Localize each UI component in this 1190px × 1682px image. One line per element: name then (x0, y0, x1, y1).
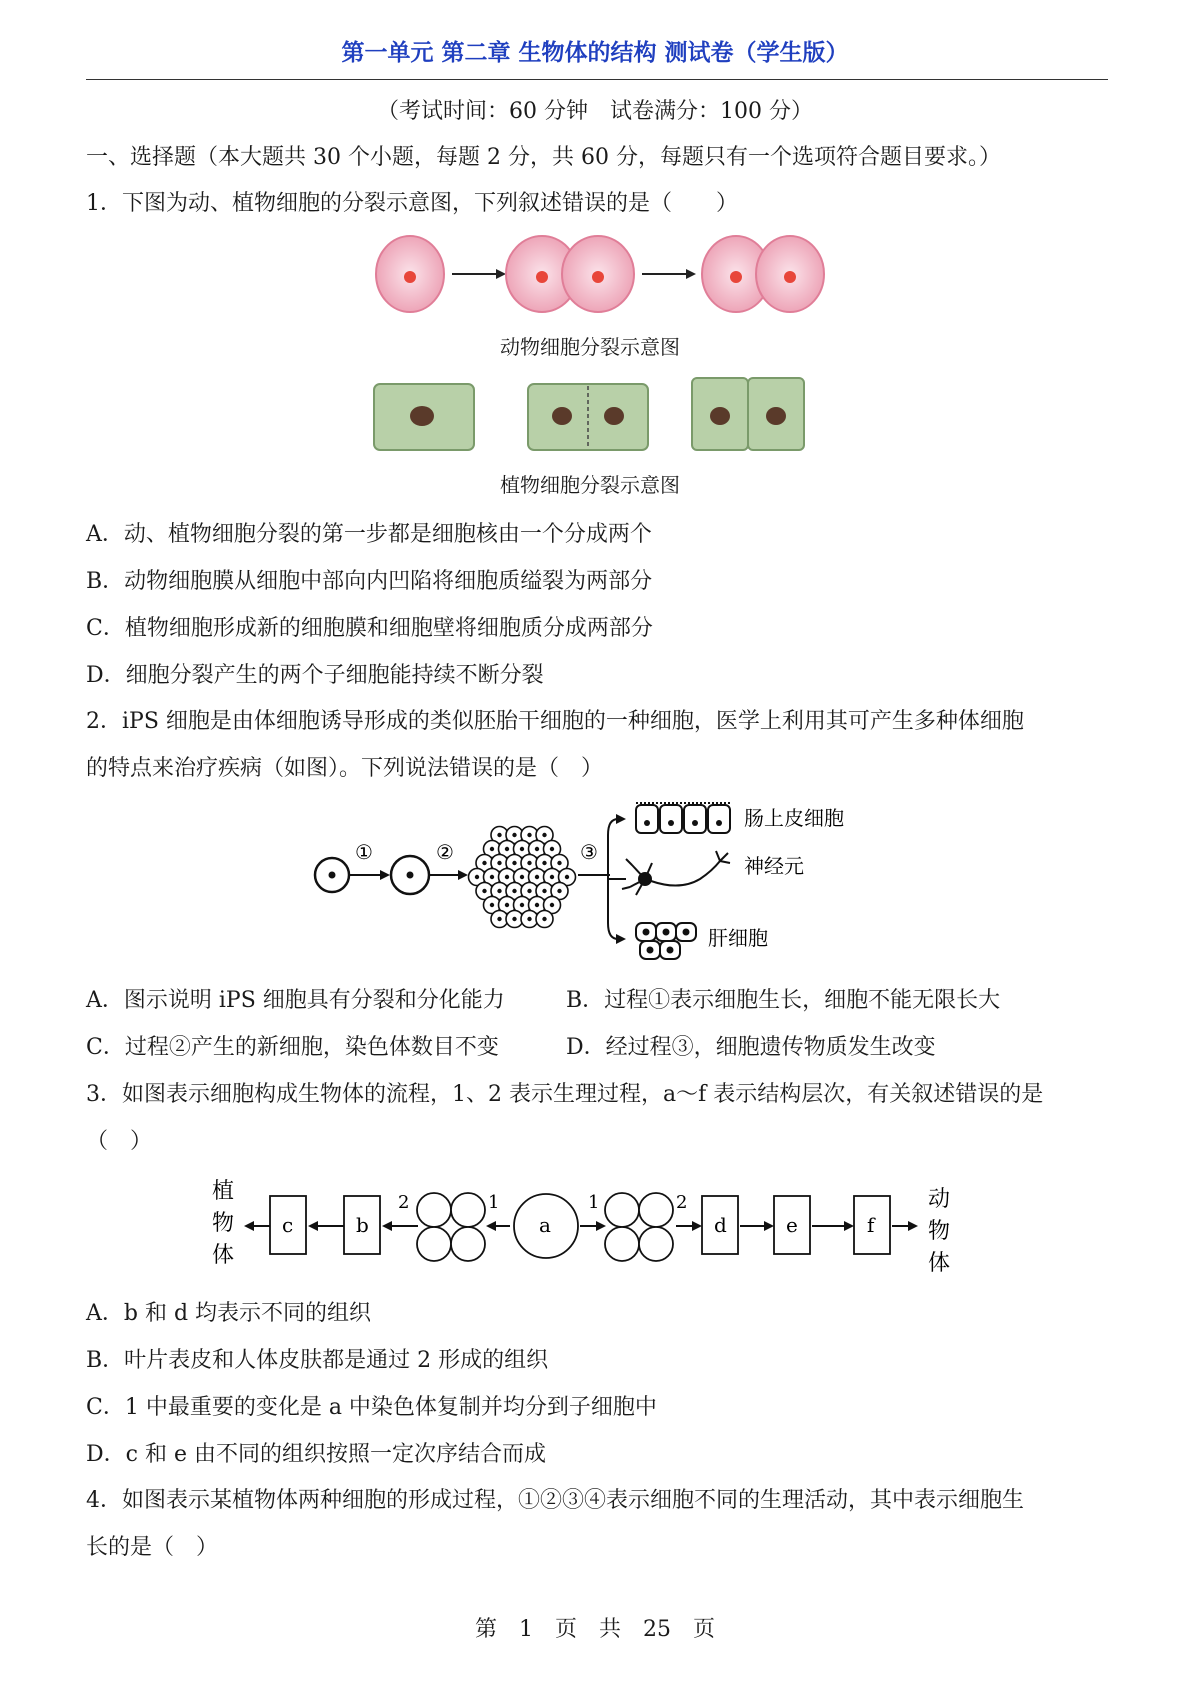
cluster-cell-nucleus (475, 875, 479, 879)
q1-animal-caption: 动物细胞分裂示意图 (500, 335, 680, 359)
label-e: e (786, 1213, 798, 1237)
cluster-cell-nucleus (550, 875, 554, 879)
cluster-cell-nucleus (490, 903, 494, 907)
cluster-cell-nucleus (512, 889, 516, 893)
cluster-cell-nucleus (527, 917, 531, 921)
q1-stem: 1．下图为动、植物细胞的分裂示意图，下列叙述错误的是（ ） (86, 191, 738, 216)
q3-stem-line2: （ ） (86, 1129, 153, 1154)
label-c: c (282, 1213, 294, 1237)
cluster-cell-nucleus (527, 833, 531, 837)
plant-body-char-3: 体 (212, 1243, 235, 1268)
cluster-cell-nucleus (535, 875, 539, 879)
cluster-cell-nucleus (542, 861, 546, 865)
q2-ips-figure (300, 795, 900, 960)
q2-stem-line1: 2．iPS 细胞是由体细胞诱导形成的类似胚胎干细胞的一种细胞，医学上利用其可产生多种体细胞 (86, 709, 1024, 734)
neuron-icon (622, 851, 730, 895)
plant-body-char-2: 物 (212, 1211, 235, 1236)
label-liver-cell: 肝细胞 (708, 926, 768, 950)
cluster-cell-nucleus (490, 847, 494, 851)
cluster-cell-nucleus (505, 903, 509, 907)
q2-option-c: C．过程②产生的新细胞，染色体数目不变 (86, 1035, 499, 1060)
cluster-cell-nucleus (535, 847, 539, 851)
cluster-cell-nucleus (505, 847, 509, 851)
plant-nucleus (410, 406, 434, 426)
q1-plant-caption: 植物细胞分裂示意图 (500, 473, 680, 497)
cluster-cell-nucleus (512, 833, 516, 837)
cluster-cell-nucleus (520, 847, 524, 851)
label-intestine-cell: 肠上皮细胞 (744, 806, 844, 830)
animal-body-char-1: 动 (928, 1187, 951, 1212)
four-cells-left (417, 1193, 485, 1261)
cluster-cell-nucleus (512, 917, 516, 921)
q3-option-d: D．c 和 e 由不同的组织按照一定次序结合而成 (86, 1442, 546, 1467)
ips-cell-cluster (469, 827, 576, 928)
q2-option-b: B．过程①表示细胞生长，细胞不能无限长大 (566, 988, 1001, 1013)
cluster-cell-nucleus (565, 875, 569, 879)
q3-option-b: B．叶片表皮和人体皮肤都是通过 2 形成的组织 (86, 1348, 549, 1373)
cluster-cell-nucleus (497, 889, 501, 893)
q2-option-a: A．图示说明 iPS 细胞具有分裂和分化能力 (86, 988, 505, 1013)
cluster-cell-nucleus (512, 861, 516, 865)
label-process2-right: 2 (676, 1192, 688, 1213)
label-process1-left: 1 (488, 1192, 500, 1213)
label-a: a (539, 1213, 551, 1237)
cluster-cell-nucleus (527, 889, 531, 893)
cluster-cell-nucleus (490, 875, 494, 879)
label-b: b (356, 1213, 369, 1237)
cluster-cell-nucleus (527, 861, 531, 865)
cluster-cell-nucleus (550, 847, 554, 851)
q4-stem-line1: 4．如图表示某植物体两种细胞的形成过程，①②③④表示细胞不同的生理活动，其中表示细胞生 (86, 1488, 1025, 1513)
q1-plant-division-figure (370, 374, 810, 456)
label-d: d (714, 1213, 727, 1237)
q2-step2-label: ② (436, 840, 454, 864)
animal-body-char-3: 体 (928, 1251, 951, 1276)
q1-animal-division-figure (370, 232, 830, 316)
animal-nucleus (404, 271, 416, 283)
cluster-cell-nucleus (482, 861, 486, 865)
plant-body-char-1: 植 (212, 1179, 235, 1204)
q1-option-d: D．细胞分裂产生的两个子细胞能持续不断分裂 (86, 663, 544, 688)
page-footer: 第 1 页 共 25 页 (475, 1617, 715, 1642)
page-title: 第一单元 第二章 生物体的结构 测试卷（学生版） (341, 40, 849, 66)
cluster-cell-nucleus (497, 833, 501, 837)
q1-option-c: C．植物细胞形成新的细胞膜和细胞壁将细胞质分成两部分 (86, 616, 653, 641)
label-f: f (867, 1213, 875, 1237)
cluster-cell-nucleus (542, 889, 546, 893)
cluster-cell-nucleus (497, 917, 501, 921)
q3-stem-line1: 3．如图表示细胞构成生物体的流程，1、2 表示生理过程，a～f 表示结构层次，有关叙述错误的是 (86, 1082, 1044, 1107)
cluster-cell-nucleus (550, 903, 554, 907)
cluster-cell-nucleus (505, 875, 509, 879)
q2-step3-label: ③ (580, 840, 598, 864)
four-cells-right (605, 1193, 673, 1261)
q1-option-b: B．动物细胞膜从细胞中部向内凹陷将细胞质缢裂为两部分 (86, 569, 653, 594)
q1-option-a: A．动、植物细胞分裂的第一步都是细胞核由一个分成两个 (86, 522, 652, 547)
cluster-cell-nucleus (520, 875, 524, 879)
q3-structure-flow-figure (200, 1178, 1000, 1288)
label-process1-right: 1 (588, 1192, 600, 1213)
q3-option-c: C．1 中最重要的变化是 a 中染色体复制并均分到子细胞中 (86, 1395, 657, 1420)
cluster-cell-nucleus (482, 889, 486, 893)
cluster-cell-nucleus (520, 903, 524, 907)
q2-option-d: D．经过程③，细胞遗传物质发生改变 (566, 1035, 936, 1060)
q4-stem-line2: 长的是（ ） (86, 1535, 219, 1560)
cluster-cell-nucleus (557, 861, 561, 865)
label-process2-left: 2 (398, 1192, 410, 1213)
cluster-cell-nucleus (542, 833, 546, 837)
liver-cells-icon (636, 923, 696, 959)
exam-info: （考试时间：60 分钟 试卷满分：100 分） (377, 99, 813, 124)
cluster-cell-nucleus (557, 889, 561, 893)
cluster-cell-nucleus (497, 861, 501, 865)
title-divider (86, 79, 1108, 80)
intestine-cells-icon (636, 803, 730, 833)
section-heading: 一、选择题（本大题共 30 个小题，每题 2 分，共 60 分，每题只有一个选项符合题目要求。） (86, 145, 1001, 170)
animal-body-char-2: 物 (928, 1219, 951, 1244)
cluster-cell-nucleus (542, 917, 546, 921)
label-neuron: 神经元 (744, 854, 804, 878)
q2-stem-line2: 的特点来治疗疾病（如图）。下列说法错误的是（ ） (86, 756, 604, 781)
q3-option-a: A．b 和 d 均表示不同的组织 (86, 1301, 372, 1326)
q2-step1-label: ① (355, 840, 373, 864)
cluster-cell-nucleus (535, 903, 539, 907)
